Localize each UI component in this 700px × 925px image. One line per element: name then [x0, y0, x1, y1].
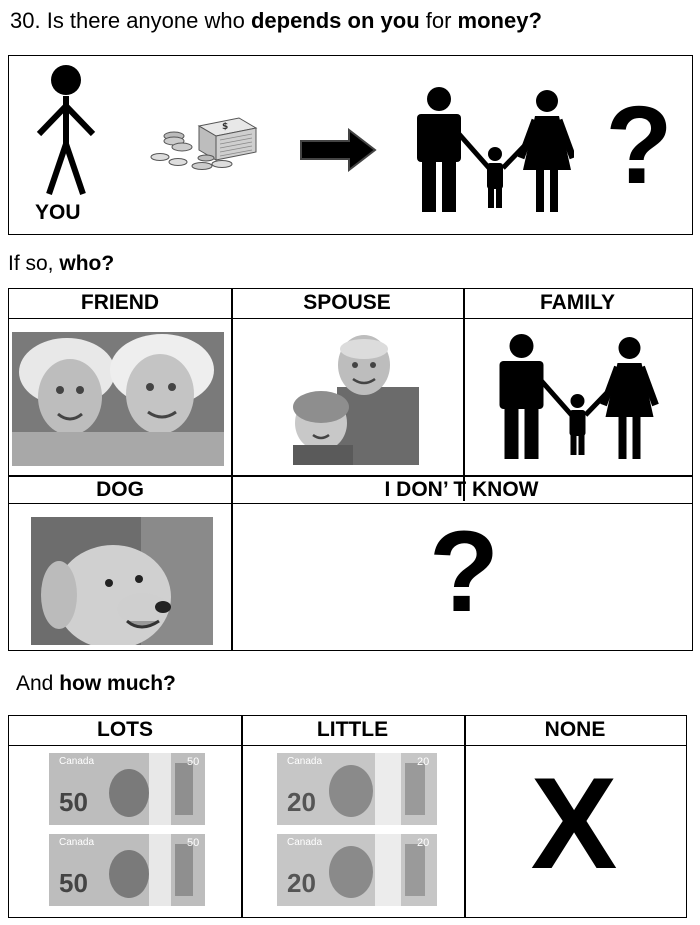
header-dog: DOG — [9, 476, 231, 504]
fifty-dollar-bill: Canada 50 50 — [49, 834, 205, 906]
dollar-mark: $ — [222, 122, 229, 132]
header-spouse: SPOUSE — [231, 289, 463, 319]
who-table — [8, 288, 693, 651]
twenty-dollar-bill: Canada 20 20 — [277, 834, 437, 906]
you-label: YOU — [35, 201, 81, 224]
how-much-prompt: And how much? — [16, 672, 176, 695]
fifty-dollar-bill: Canada 50 50 — [49, 753, 205, 825]
question-mark-icon: ? — [428, 508, 500, 636]
spouse-photo — [289, 335, 419, 465]
question-title: 30. Is there anyone who depends on you for money? — [10, 8, 542, 33]
family-icon — [409, 86, 574, 216]
arrow-right-icon — [299, 128, 377, 172]
header-friend: FRIEND — [9, 289, 231, 319]
header-little: LITTLE — [241, 716, 464, 746]
question-mark-icon: ? — [605, 84, 673, 207]
dog-photo — [31, 517, 213, 645]
twenty-dollar-bill: Canada 20 20 — [277, 753, 437, 825]
family-icon — [489, 333, 659, 463]
who-prompt: If so, who? — [8, 252, 115, 275]
stick-figure-icon — [31, 64, 101, 199]
x-mark-icon: X — [530, 750, 618, 896]
friends-photo — [12, 332, 224, 466]
amount-table — [8, 715, 687, 918]
illustration-panel — [8, 55, 693, 235]
header-dont-know: I DON’ T KNOW — [231, 476, 692, 504]
header-none: NONE — [464, 716, 686, 746]
money-bundle-icon — [144, 114, 264, 174]
header-lots: LOTS — [9, 716, 241, 746]
question-number: 30. — [10, 8, 41, 33]
header-family: FAMILY — [463, 289, 692, 319]
